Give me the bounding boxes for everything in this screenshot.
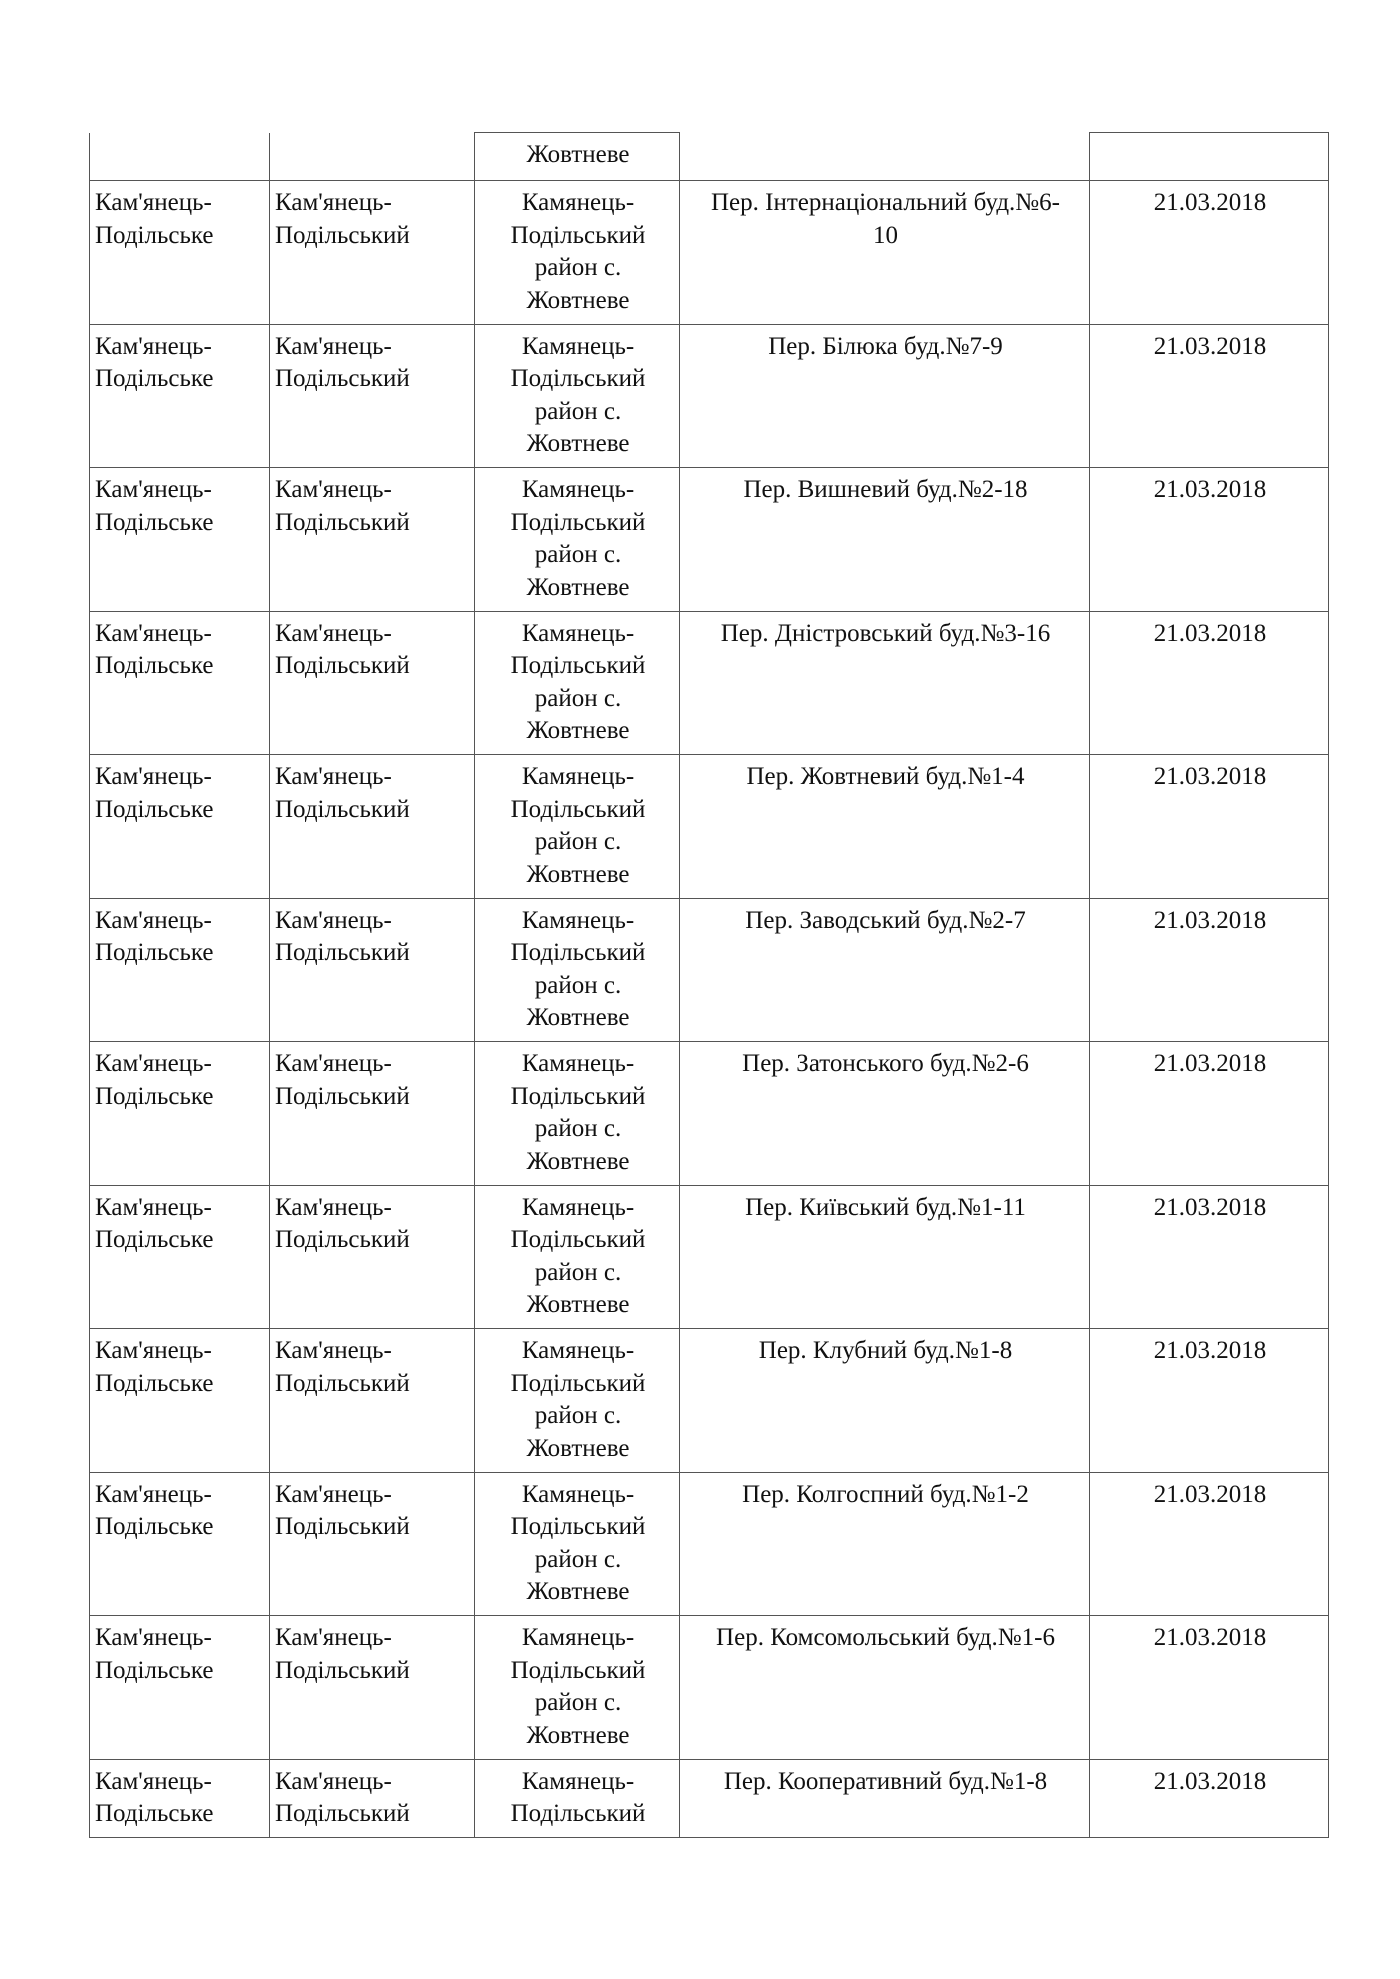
place-line: район с.	[534, 684, 622, 712]
district-line: Подільський	[275, 1513, 410, 1540]
date-cell	[1090, 468, 1329, 612]
place-line: район с.	[534, 1689, 622, 1716]
table-row	[90, 898, 1329, 1042]
district-line: Подільський	[275, 1082, 410, 1110]
place-line: район с.	[534, 1402, 622, 1429]
district-line: Кам'янець-	[275, 1624, 392, 1651]
district-line: Кам'янець-	[275, 1193, 392, 1221]
oblast-line: Подільське	[95, 652, 214, 679]
date-text: 21.03.2018	[1153, 476, 1267, 503]
place-line: Подільський	[510, 508, 646, 536]
place-line: Камянець-	[521, 1050, 635, 1077]
oblast-cell	[90, 1042, 270, 1186]
place-cell	[475, 898, 680, 1042]
oblast-cell	[90, 468, 270, 612]
oblast-line: Кам'янець-	[95, 1480, 212, 1508]
date-cell	[1090, 1616, 1329, 1760]
oblast-line: Подільське	[95, 1226, 214, 1253]
place-line: Камянець-	[521, 1480, 635, 1508]
place-cell	[475, 611, 680, 755]
table-row	[90, 324, 1329, 468]
street-line: Пер. Кооперативний буд.№1-8	[723, 1767, 1048, 1795]
street-line: Пер. Інтернаціональний буд.№6-	[711, 189, 1060, 216]
place-line: Камянець-	[521, 1337, 635, 1364]
place-cell	[475, 468, 680, 612]
district-line: Кам'янець-	[275, 1480, 392, 1508]
date-cell	[1090, 1759, 1329, 1837]
place-cell	[475, 1472, 680, 1616]
street-line: Пер. Вишневий буд.№2-18	[743, 476, 1028, 503]
district-line: Подільський	[275, 1369, 410, 1397]
place-line: Подільський	[510, 939, 646, 966]
date-text: 21.03.2018	[1153, 1480, 1267, 1508]
district-cell	[270, 1472, 475, 1616]
oblast-cell	[90, 898, 270, 1042]
street-cell	[680, 468, 1090, 612]
place-cell	[475, 324, 680, 468]
district-cell	[270, 1042, 475, 1186]
date-cell	[1090, 755, 1329, 899]
oblast-cell	[90, 1185, 270, 1329]
place-line: район с.	[534, 971, 622, 999]
date-cell	[1090, 181, 1329, 325]
district-line: Подільський	[275, 1656, 410, 1684]
date-text: 21.03.2018	[1153, 189, 1267, 216]
oblast-line: Кам'янець-	[95, 332, 212, 360]
table-row	[90, 1472, 1329, 1616]
place-line: Камянець-	[521, 1193, 635, 1221]
oblast-line: Кам'янець-	[95, 476, 212, 503]
district-line: Кам'янець-	[275, 1767, 392, 1795]
place-cell	[475, 1329, 680, 1473]
place-line: Жовтневе	[526, 573, 630, 601]
table-row	[90, 1042, 1329, 1186]
place-cell	[475, 133, 680, 181]
street-cell	[680, 1616, 1090, 1760]
date-cell	[1090, 1042, 1329, 1186]
street-line: Пер. Дністровський буд.№3-16	[720, 619, 1051, 647]
street-cell	[680, 324, 1090, 468]
date-text: 21.03.2018	[1153, 1193, 1267, 1221]
place-line: Жовтневе	[526, 1578, 630, 1605]
place-line: Жовтневе	[526, 430, 630, 457]
oblast-line: Кам'янець-	[95, 619, 212, 647]
date-cell	[1090, 1472, 1329, 1616]
place-line: Жовтневе	[526, 1291, 630, 1318]
district-cell	[270, 898, 475, 1042]
place-line: Подільський	[510, 365, 646, 392]
place-line: Камянець-	[521, 619, 635, 647]
place-line: район с.	[534, 1115, 622, 1142]
oblast-line: Кам'янець-	[95, 189, 212, 216]
place-line: Подільський	[510, 221, 646, 249]
oblast-cell	[90, 611, 270, 755]
district-cell	[270, 1185, 475, 1329]
table-row	[90, 1759, 1329, 1837]
place-line: Камянець-	[521, 189, 635, 216]
street-cell	[680, 611, 1090, 755]
place-line: Подільський	[510, 1226, 646, 1253]
oblast-line: Подільське	[95, 939, 214, 966]
place-line: Камянець-	[521, 332, 635, 360]
street-line: Пер. Заводський буд.№2-7	[745, 906, 1026, 934]
place-cell	[475, 181, 680, 325]
date-text: 21.03.2018	[1153, 1624, 1267, 1651]
district-line: Кам'янець-	[275, 619, 392, 647]
place-line: Жовтневе	[526, 141, 630, 168]
place-line: район с.	[534, 254, 622, 281]
oblast-cell	[90, 324, 270, 468]
oblast-line: Кам'янець-	[95, 1767, 212, 1795]
district-cell	[270, 1329, 475, 1473]
oblast-cell	[90, 133, 270, 181]
district-cell	[270, 1759, 475, 1837]
place-line: Подільський	[510, 1082, 646, 1110]
district-line: Кам'янець-	[275, 189, 392, 216]
oblast-line: Кам'янець-	[95, 1050, 212, 1077]
date-text: 21.03.2018	[1153, 763, 1267, 790]
place-line: район с.	[534, 541, 622, 568]
oblast-line: Кам'янець-	[95, 1193, 212, 1221]
place-line: Камянець-	[521, 1624, 635, 1651]
oblast-line: Подільське	[95, 221, 214, 249]
district-line: Кам'янець-	[275, 1050, 392, 1077]
oblast-line: Подільське	[95, 1800, 214, 1827]
oblast-line: Подільське	[95, 365, 214, 392]
place-line: район с.	[534, 828, 622, 855]
place-line: Камянець-	[521, 763, 635, 790]
district-cell	[270, 133, 475, 181]
oblast-line: Кам'янець-	[95, 906, 212, 934]
place-line: Камянець-	[521, 1767, 635, 1795]
district-line: Подільський	[275, 1226, 410, 1253]
district-line: Подільський	[275, 795, 410, 823]
table-row	[90, 181, 1329, 325]
date-text: 21.03.2018	[1153, 906, 1267, 934]
date-cell	[1090, 1329, 1329, 1473]
date-text: 21.03.2018	[1153, 619, 1267, 647]
table-row	[90, 1616, 1329, 1760]
street-line: Пер. Клубний буд.№1-8	[758, 1337, 1013, 1364]
district-line: Кам'янець-	[275, 763, 392, 790]
oblast-cell	[90, 755, 270, 899]
place-line: район с.	[534, 1258, 622, 1286]
street-cell	[680, 1042, 1090, 1186]
table-row-continued	[90, 133, 1329, 181]
place-line: Подільський	[510, 795, 646, 823]
oblast-cell	[90, 1759, 270, 1837]
outage-table	[89, 132, 1329, 1838]
date-cell	[1090, 324, 1329, 468]
street-line: 10	[873, 221, 898, 249]
date-text: 21.03.2018	[1153, 1337, 1267, 1364]
district-line: Подільський	[275, 939, 410, 966]
place-line: Жовтневе	[526, 286, 630, 314]
place-line: Жовтневе	[526, 1434, 630, 1462]
street-line: Пер. Жовтневий буд.№1-4	[746, 763, 1025, 790]
table-row	[90, 468, 1329, 612]
street-line: Пер. Колгоспний буд.№1-2	[742, 1480, 1029, 1508]
place-line: район с.	[534, 1545, 622, 1573]
district-line: Кам'янець-	[275, 1337, 392, 1364]
table-row	[90, 1185, 1329, 1329]
place-line: Жовтневе	[526, 717, 630, 744]
place-line: Подільський	[510, 1800, 646, 1827]
street-line: Пер. Київський буд.№1-11	[745, 1193, 1026, 1221]
table-row	[90, 611, 1329, 755]
district-line: Подільський	[275, 652, 410, 679]
place-line: район с.	[534, 397, 622, 425]
district-cell	[270, 1616, 475, 1760]
district-line: Кам'янець-	[275, 332, 392, 360]
place-line: Жовтневе	[526, 1004, 630, 1031]
district-line: Кам'янець-	[275, 906, 392, 934]
district-line: Подільський	[275, 508, 410, 536]
table-row	[90, 1329, 1329, 1473]
district-line: Подільський	[275, 1800, 410, 1827]
street-cell	[680, 755, 1090, 899]
place-cell	[475, 1616, 680, 1760]
date-text: 21.03.2018	[1153, 1050, 1267, 1077]
date-text: 21.03.2018	[1153, 1767, 1267, 1795]
oblast-cell	[90, 181, 270, 325]
street-cell	[680, 1185, 1090, 1329]
district-line: Кам'янець-	[275, 476, 392, 503]
table-body	[90, 133, 1329, 1838]
street-cell	[680, 133, 1090, 181]
place-cell	[475, 755, 680, 899]
street-cell	[680, 1472, 1090, 1616]
street-cell	[680, 1329, 1090, 1473]
oblast-cell	[90, 1472, 270, 1616]
place-line: Подільський	[510, 1513, 646, 1540]
place-line: Камянець-	[521, 476, 635, 503]
street-cell	[680, 898, 1090, 1042]
district-cell	[270, 611, 475, 755]
date-cell	[1090, 1185, 1329, 1329]
place-cell	[475, 1042, 680, 1186]
place-line: Жовтневе	[526, 860, 630, 888]
street-cell	[680, 181, 1090, 325]
district-cell	[270, 468, 475, 612]
place-line: Жовтневе	[526, 1721, 630, 1749]
district-cell	[270, 324, 475, 468]
oblast-line: Подільське	[95, 1656, 214, 1684]
street-line: Пер. Білюка буд.№7-9	[768, 332, 1003, 360]
oblast-cell	[90, 1329, 270, 1473]
street-line: Пер. Комсомольський буд.№1-6	[716, 1624, 1055, 1651]
oblast-line: Подільське	[95, 1082, 214, 1110]
date-text: 21.03.2018	[1153, 332, 1267, 360]
table-row	[90, 755, 1329, 899]
oblast-line: Кам'янець-	[95, 763, 212, 790]
district-line: Подільський	[275, 221, 410, 249]
place-cell	[475, 1759, 680, 1837]
place-cell	[475, 1185, 680, 1329]
place-line: Подільський	[510, 1656, 646, 1684]
oblast-line: Подільське	[95, 795, 214, 823]
date-cell	[1090, 611, 1329, 755]
district-cell	[270, 181, 475, 325]
date-cell	[1090, 898, 1329, 1042]
oblast-cell	[90, 1616, 270, 1760]
date-cell	[1090, 133, 1329, 181]
district-line: Подільський	[275, 365, 410, 392]
oblast-line: Подільське	[95, 1369, 214, 1397]
oblast-line: Кам'янець-	[95, 1337, 212, 1364]
place-line: Подільський	[510, 652, 646, 679]
oblast-line: Кам'янець-	[95, 1624, 212, 1651]
place-line: Жовтневе	[526, 1147, 630, 1175]
oblast-line: Подільське	[95, 1513, 214, 1540]
place-line: Камянець-	[521, 906, 635, 934]
oblast-line: Подільське	[95, 508, 214, 536]
district-cell	[270, 755, 475, 899]
street-cell	[680, 1759, 1090, 1837]
place-line: Подільський	[510, 1369, 646, 1397]
street-line: Пер. Затонського буд.№2-6	[742, 1050, 1029, 1077]
